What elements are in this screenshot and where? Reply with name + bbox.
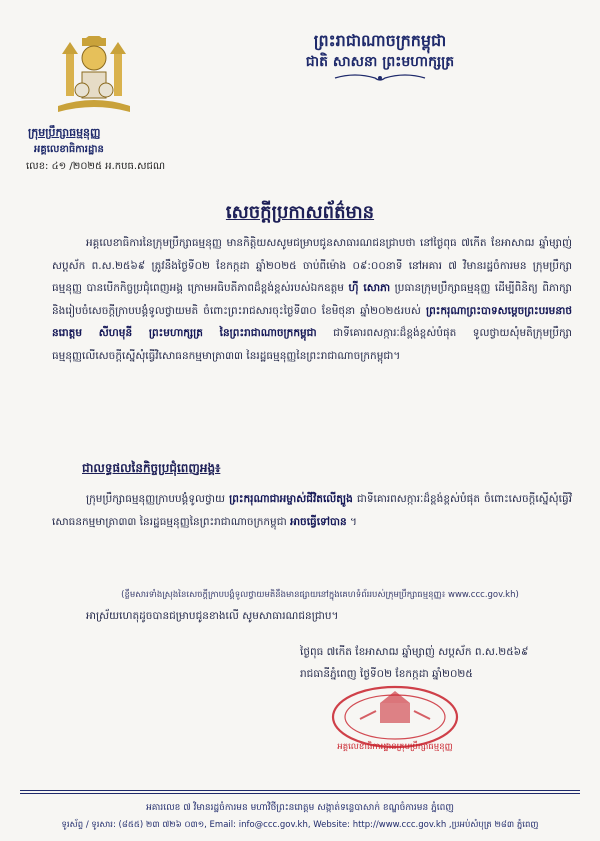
ornament-divider-icon	[330, 72, 430, 84]
paragraph-results	[52, 488, 572, 533]
p1-text-b: ប្រធានក្រុមប្រឹក្សាធម្មនុញ្ញ ដើម្បីពិនិត្យ ពិភាក្សា និងរៀបចំសេចក្តីក្រាបបង្គំទូលថ្វាយមតិ ចំពោះព្រះរាជសារចុះថ្ងៃទី៣០ ខែមិថុនា ឆ្នាំ២០២៥របស់	[52, 282, 572, 317]
president-name: ហ៊ី សោភា	[348, 282, 391, 294]
p1-text-c: ជាទីគោរពសក្ការៈដ៏ខ្ពង់ខ្ពស់បំផុត ទូលថ្វាយសុំមតិក្រុមប្រឹក្សាធម្មនុញ្ញលើសេចក្តីស្នើសុំធ្វើវិសោធនកម្មមាត្រា៣៣ នៃរដ្ឋធម្មនុញ្ញនៃព្រះរាជាណាចក្រកម្ពុជា។	[52, 327, 572, 362]
closing-line: អាស្រ័យហេតុដូចបានជម្រាបជូនខាងលើ សូមសាធារណជនជ្រាប។	[86, 610, 339, 622]
org-name: ក្រុមប្រឹក្សាធម្មនុញ្ញ	[28, 126, 101, 139]
footer-divider	[20, 790, 580, 791]
footer-contact: ទូរស័ព្ទ / ទូរសារ: (៨៥៥) ២៣ ៧២៦ ០៣១, Email: info@ccc.gov.kh, Website: http://www.ccc.gov.kh ,ប្រអប់សំបុត្រ ២៨៣ ភ្នំពេញ	[61, 820, 539, 830]
p2-text-a: ក្រុមប្រឹក្សាធម្មនុញ្ញក្រាបបង្គំទូលថ្វាយ	[86, 493, 230, 505]
results-heading: ជាលទ្ធផលនៃកិច្ចប្រជុំពេញអង្គ៖	[82, 461, 221, 475]
royal-address: ព្រះករុណាជាអម្ចាស់ជីវិតលើត្បូង	[229, 493, 353, 505]
p2-text-b: ជាទីគោរពសក្ការៈដ៏ខ្ពង់ខ្ពស់បំផុត ចំពោះសេចក្តីស្នើសុំធ្វើវិសោធនកម្មមាត្រា៣៣ នៃរដ្ឋធម្មនុញ្ញនៃព្រះរាជាណាចក្រកម្ពុជា	[52, 493, 572, 528]
paragraph-announcement	[52, 232, 572, 367]
verdict: អាចធ្វើទៅបាន	[290, 515, 347, 528]
p1-text-a: អគ្គលេខាធិការនៃក្រុមប្រឹក្សាធម្មនុញ្ញ មានកិត្តិយសសូមជម្រាបជូនសាធារណជនជ្រាបថា នៅថ្ងៃពុធ ៧កើត ខែអាសាឍ ឆ្នាំម្សាញ់ សប្តស័ក ព.ស.២៥៦៩ ត្រូវនឹងថ្ងៃទី០២ ខែកក្កដា ឆ្នាំ២០២៥ ចាប់ពីម៉ោង ០៩:០០នាទី នៅអគារ ៧ វិមានរដ្ឋចំការមន ក្រុមប្រឹក្សាធម្មនុញ្ញ បានបើកកិច្ចប្រជុំពេញអង្គ ក្រោមអធិបតីភាពដ៏ខ្ពង់ខ្ពស់របស់ឯកឧត្តម	[52, 237, 572, 294]
p2-text-c: ។	[346, 515, 357, 528]
lunar-date: ថ្ងៃពុធ ៧កើត ខែអាសាឍ ឆ្នាំម្សាញ់ សប្តស័ក ព.ស.២៥៦៩	[300, 646, 529, 658]
reference-number: លេខ: ៤១ /២០២៥ អ.កបធ.សជណ	[26, 161, 166, 172]
royal-emblem-icon	[52, 36, 136, 118]
national-motto: ជាតិ សាសនា ព្រះមហាក្សត្រ	[305, 54, 455, 70]
department-name: អគ្គលេខាធិការដ្ឋាន	[34, 144, 104, 155]
official-seal-icon	[320, 685, 470, 755]
kingdom-heading: ព្រះរាជាណាចក្រកម្ពុជា	[313, 31, 447, 50]
website-note: (ខ្លឹមសារទាំងស្រុងនៃសេចក្តីក្រាបបង្គំទូលថ្វាយមតិនឹងមានផ្សាយនៅក្នុងគេហទំព័ររបស់ក្រុមប្រឹក្សាធម្មនុញ្ញ៖ www.ccc.gov.kh)	[121, 590, 519, 600]
document-title: សេចក្តីប្រកាសព័ត៌មាន	[225, 202, 375, 223]
footer-divider-second	[20, 793, 580, 794]
footer-address: អគារលេខ ៧ វិមានរដ្ឋចំការមន មហាវិថីព្រះនរោត្តម សង្កាត់ទន្លេបាសាក់ ខណ្ឌចំការមន ភ្នំពេញ	[146, 803, 454, 813]
place-date: រាជធានីភ្នំពេញ ថ្ងៃទី០២ ខែកក្កដា ឆ្នាំ២០២៥	[300, 668, 473, 680]
royal-title: ព្រះករុណាព្រះបាទសម្តេចព្រះបរមនាថ នរោត្តម សីហមុនី ព្រះមហាក្សត្រ នៃព្រះរាជាណាចក្រកម្ពុជា	[52, 304, 572, 339]
seal-text: អគ្គលេខាធិការដ្ឋានក្រុមប្រឹក្សាធម្មនុញ្ញ	[337, 742, 453, 752]
